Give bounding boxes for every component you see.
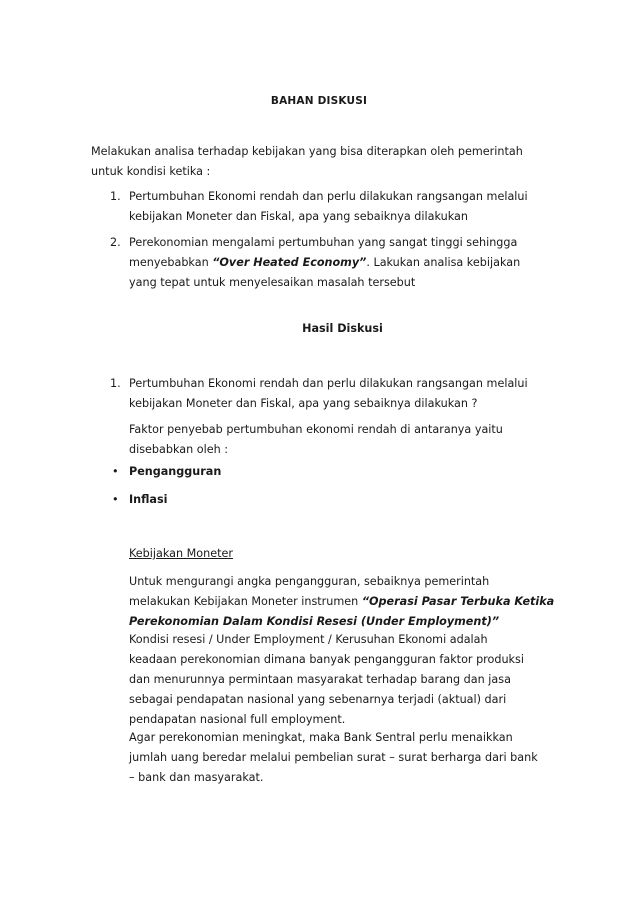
agar-paragraph — [129, 728, 538, 788]
over-heated-economy-term: “Over Heated Economy” — [212, 256, 367, 269]
hasil-line: Pertumbuhan Ekonomi rendah dan perlu dilakukan rangsangan melalui — [129, 377, 528, 390]
bullet-icon: • — [112, 493, 119, 506]
question-line: kebijakan Moneter dan Fiskal, apa yang sebaiknya dilakukan — [129, 210, 468, 223]
bullet-icon: • — [112, 465, 119, 478]
agar-line: Agar perekonomian meningkat, maka Bank Sentral perlu menaikkan — [129, 731, 513, 744]
kondisi-line: Kondisi resesi / Under Employment / Kerusuhan Ekonomi adalah — [129, 633, 488, 646]
question-line: Perekonomian mengalami pertumbuhan yang sangat tinggi sehingga — [129, 236, 518, 249]
question-text — [129, 233, 520, 293]
kondisi-line: dan menurunnya permintaan masyarakat terhadap barang dan jasa — [129, 673, 511, 686]
kondisi-line: pendapatan nasional full employment. — [129, 713, 346, 726]
intro-line: Melakukan analisa terhadap kebijakan yang bisa diterapkan oleh pemerintah — [91, 145, 523, 158]
question-number: 1. — [110, 190, 121, 203]
bullet-item-pengangguran: Pengangguran — [129, 465, 222, 478]
kondisi-line: keadaan perekonomian dimana banyak pengangguran faktor produksi — [129, 653, 524, 666]
untuk-line: Untuk mengurangi angka pengangguran, sebaiknya pemerintah — [129, 575, 490, 588]
hasil-diskusi-heading: Hasil Diskusi — [302, 322, 383, 335]
hasil-line: kebijakan Moneter dan Fiskal, apa yang sebaiknya dilakukan ? — [129, 397, 478, 410]
question-number: 2. — [110, 236, 121, 249]
intro-paragraph — [91, 142, 523, 182]
agar-line: – bank dan masyarakat. — [129, 771, 264, 784]
question-line — [129, 253, 520, 273]
kebijakan-moneter-heading: Kebijakan Moneter — [129, 547, 233, 560]
kondisi-line: sebagai pendapatan nasional yang sebenarnya terjadi (aktual) dari — [129, 693, 507, 706]
question-text-segment: menyebabkan — [129, 256, 213, 269]
faktor-line: disebabkan oleh : — [129, 443, 229, 456]
hasil-text — [129, 374, 528, 414]
kondisi-paragraph — [129, 630, 524, 730]
untuk-text-segment: melakukan Kebijakan Moneter instrumen — [129, 595, 362, 608]
hasil-number: 1. — [110, 377, 121, 390]
question-line: yang tepat untuk menyelesaikan masalah tersebut — [129, 276, 416, 289]
faktor-paragraph — [129, 420, 503, 460]
untuk-line — [129, 592, 554, 612]
bullet-item-inflasi: Inflasi — [129, 493, 168, 506]
untuk-paragraph — [129, 572, 554, 632]
document-title: BAHAN DISKUSI — [270, 95, 368, 107]
untuk-line: Perekonomian Dalam Kondisi Resesi (Under Employment)” — [129, 615, 500, 628]
question-text-segment: . Lakukan analisa kebijakan — [366, 256, 521, 269]
intro-line: untuk kondisi ketika : — [91, 165, 211, 178]
faktor-line: Faktor penyebab pertumbuhan ekonomi rendah di antaranya yaitu — [129, 423, 503, 436]
agar-line: jumlah uang beredar melalui pembelian surat – surat berharga dari bank — [129, 751, 538, 764]
operasi-pasar-term: “Operasi Pasar Terbuka Ketika — [361, 595, 555, 608]
question-line: Pertumbuhan Ekonomi rendah dan perlu dilakukan rangsangan melalui — [129, 190, 528, 203]
question-text — [129, 187, 528, 227]
